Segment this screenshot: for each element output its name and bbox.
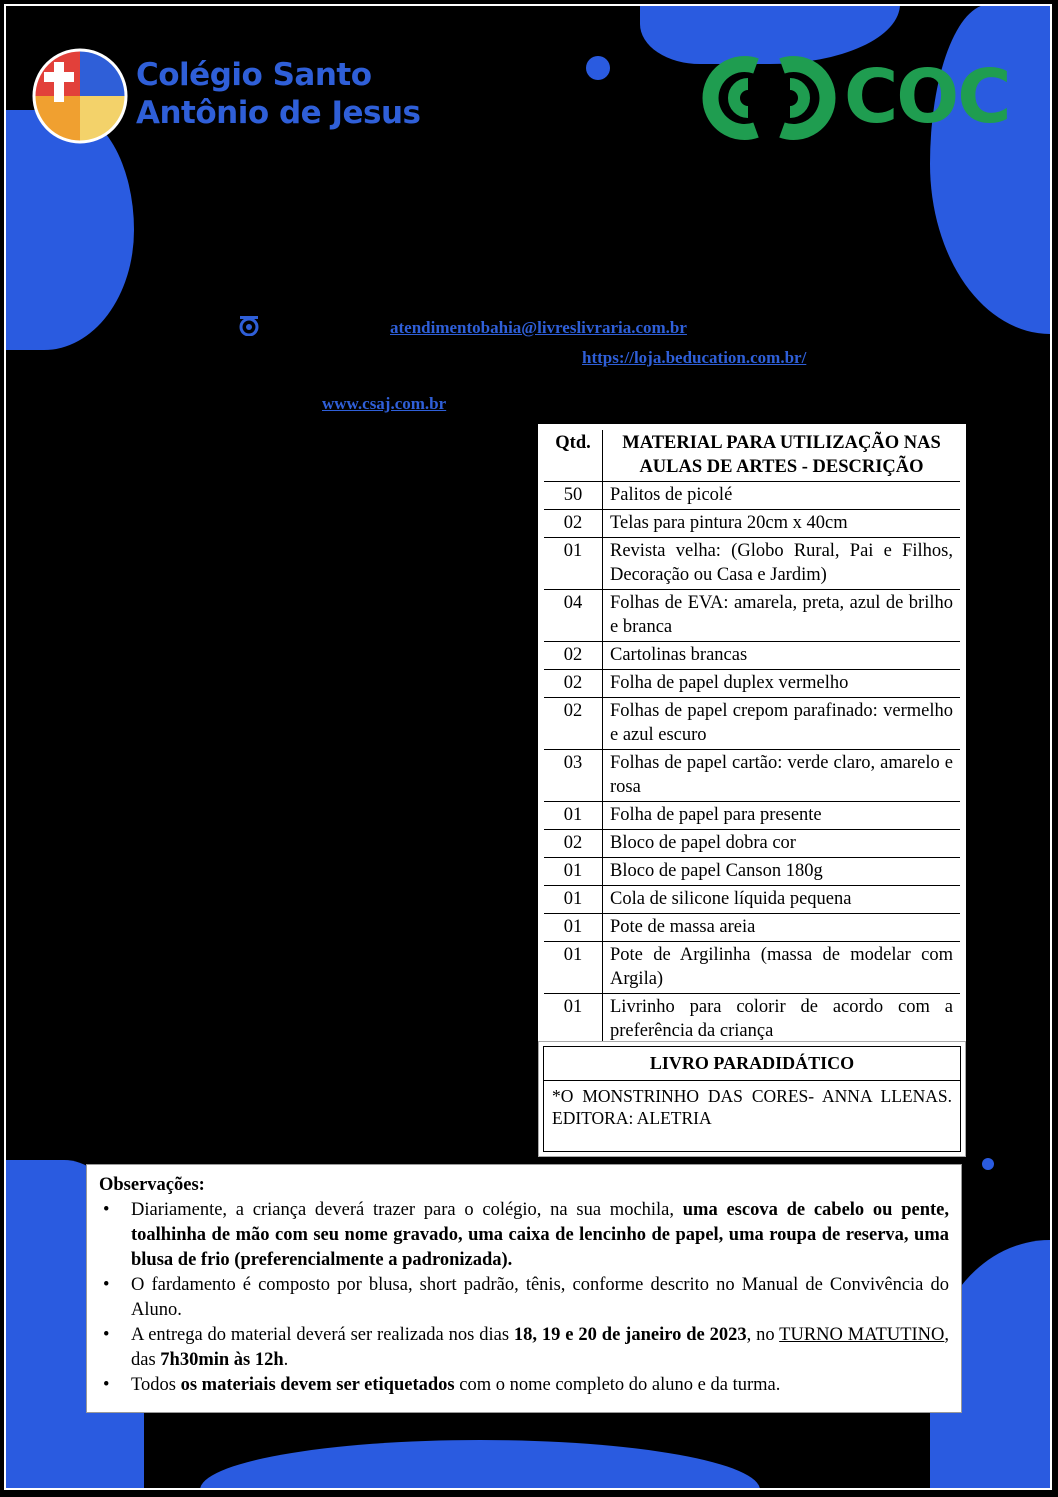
school-name bbox=[136, 56, 421, 132]
row-desc: Folhas de papel cartão: verde claro, amarelo e rosa bbox=[603, 750, 964, 802]
row-desc: Folhas de papel crepom parafinado: vermelho e azul escuro bbox=[603, 698, 964, 750]
observacoes-title: Observações: bbox=[99, 1175, 205, 1195]
col-desc-header: MATERIAL PARA UTILIZAÇÃO NAS AULAS DE ARTES - DESCRIÇÃO bbox=[603, 427, 964, 482]
row-desc: Pote de massa areia bbox=[603, 914, 964, 942]
livro-title: LIVRO PARADIDÁTICO bbox=[544, 1047, 960, 1081]
livro-box bbox=[538, 1041, 966, 1157]
item2-text: O fardamento é composto por blusa, short padrão, tênis, conforme descrito no Manual de Convivência do Aluno. bbox=[131, 1275, 949, 1320]
table-row bbox=[541, 642, 963, 670]
row-desc: Pote de Argilinha (massa de modelar com Argila) bbox=[603, 942, 964, 994]
item3-turno: TURNO MATUTINO bbox=[779, 1325, 945, 1345]
table-row bbox=[541, 914, 963, 942]
item1-text: Diariamente, a criança deverá trazer para o colégio, na sua mochila, bbox=[131, 1200, 683, 1220]
coc-symbol-icon bbox=[694, 52, 844, 144]
bullet-icon: • bbox=[103, 1375, 110, 1395]
table-row bbox=[541, 670, 963, 698]
row-qty: 01 bbox=[541, 942, 603, 994]
table-row bbox=[541, 942, 963, 994]
row-qty: 02 bbox=[541, 670, 603, 698]
row-qty: 01 bbox=[541, 994, 603, 1049]
row-desc: Cola de silicone líquida pequena bbox=[603, 886, 964, 914]
table-header-row bbox=[541, 427, 963, 482]
row-desc: Bloco de papel Canson 180g bbox=[603, 858, 964, 886]
table-row bbox=[541, 994, 963, 1049]
table-row bbox=[541, 590, 963, 642]
row-desc: Folha de papel para presente bbox=[603, 802, 964, 830]
item3-sep: , no bbox=[746, 1325, 780, 1345]
bullet-icon: • bbox=[103, 1200, 110, 1220]
observacoes-list bbox=[99, 1198, 949, 1398]
row-qty: 50 bbox=[541, 482, 603, 510]
row-qty: 02 bbox=[541, 830, 603, 858]
item3-text: A entrega do material deverá ser realizada nos dias bbox=[131, 1325, 514, 1345]
table-row bbox=[541, 802, 963, 830]
table-row bbox=[541, 538, 963, 590]
school-logo bbox=[32, 48, 472, 148]
row-qty: 02 bbox=[541, 698, 603, 750]
table-row bbox=[541, 886, 963, 914]
list-item bbox=[99, 1373, 949, 1398]
row-qty: 03 bbox=[541, 750, 603, 802]
site-link[interactable]: www.csaj.com.br bbox=[322, 394, 447, 413]
bullet-icon: • bbox=[103, 1325, 110, 1345]
item3-end: . bbox=[283, 1350, 289, 1370]
material-table bbox=[538, 424, 966, 1051]
list-item bbox=[99, 1273, 949, 1323]
row-desc: Palitos de picolé bbox=[603, 482, 964, 510]
item4-text: Todos bbox=[131, 1375, 181, 1395]
row-desc: Folha de papel duplex vermelho bbox=[603, 670, 964, 698]
table-row bbox=[541, 830, 963, 858]
item4-end: com o nome completo do aluno e da turma. bbox=[454, 1375, 781, 1395]
table-row bbox=[541, 750, 963, 802]
row-desc: Telas para pintura 20cm x 40cm bbox=[603, 510, 964, 538]
table-row bbox=[541, 510, 963, 538]
row-qty: 02 bbox=[541, 642, 603, 670]
table-row bbox=[541, 858, 963, 886]
item3-dates: 18, 19 e 20 de janeiro de 2023 bbox=[513, 1325, 747, 1345]
row-desc: Livrinho para colorir de acordo com a preferência da criança bbox=[603, 994, 964, 1049]
row-desc: Cartolinas brancas bbox=[603, 642, 964, 670]
row-qty: 01 bbox=[541, 802, 603, 830]
table-row bbox=[541, 698, 963, 750]
list-item bbox=[99, 1323, 949, 1373]
coc-logo bbox=[694, 52, 1024, 144]
item3-sep2: , das bbox=[131, 1325, 949, 1370]
school-name-line1: Colégio Santo bbox=[136, 57, 372, 93]
item1-bold: uma escova de cabelo ou pente, toalhinha de mão com seu nome gravado, uma caixa de lencinho de papel, uma roupa de reserva, uma blusa de frio (preferencialmente a padronizada). bbox=[131, 1200, 949, 1270]
row-desc: Folhas de EVA: amarela, preta, azul de brilho e branca bbox=[603, 590, 964, 642]
school-name-line2: Antônio de Jesus bbox=[136, 95, 421, 131]
bullet-icon: • bbox=[103, 1275, 110, 1295]
school-crest-icon bbox=[32, 48, 128, 144]
email-link[interactable]: atendimentobahia@livreslivraria.com.br bbox=[390, 318, 687, 337]
livro-text: *O MONSTRINHO DAS CORES- ANNA LLENAS. EDITORA: ALETRIA bbox=[552, 1086, 952, 1128]
whatsapp-icon bbox=[236, 312, 262, 336]
row-qty: 01 bbox=[541, 858, 603, 886]
col-qty-header: Qtd. bbox=[541, 427, 603, 482]
item3-hours: 7h30min às 12h bbox=[160, 1350, 284, 1370]
livro-inner bbox=[543, 1046, 961, 1152]
observacoes-box bbox=[86, 1164, 962, 1413]
row-desc: Bloco de papel dobra cor bbox=[603, 830, 964, 858]
store-link[interactable]: https://loja.beducation.com.br/ bbox=[582, 348, 807, 367]
row-qty: 02 bbox=[541, 510, 603, 538]
row-qty: 01 bbox=[541, 886, 603, 914]
coc-logo-text: COC bbox=[844, 54, 1010, 140]
row-desc: Revista velha: (Globo Rural, Pai e Filhos, Decoração ou Casa e Jardim) bbox=[603, 538, 964, 590]
item4-bold: os materiais devem ser etiquetados bbox=[180, 1375, 455, 1395]
row-qty: 04 bbox=[541, 590, 603, 642]
table-row bbox=[541, 482, 963, 510]
row-qty: 01 bbox=[541, 538, 603, 590]
row-qty: 01 bbox=[541, 914, 603, 942]
list-item bbox=[99, 1198, 949, 1273]
